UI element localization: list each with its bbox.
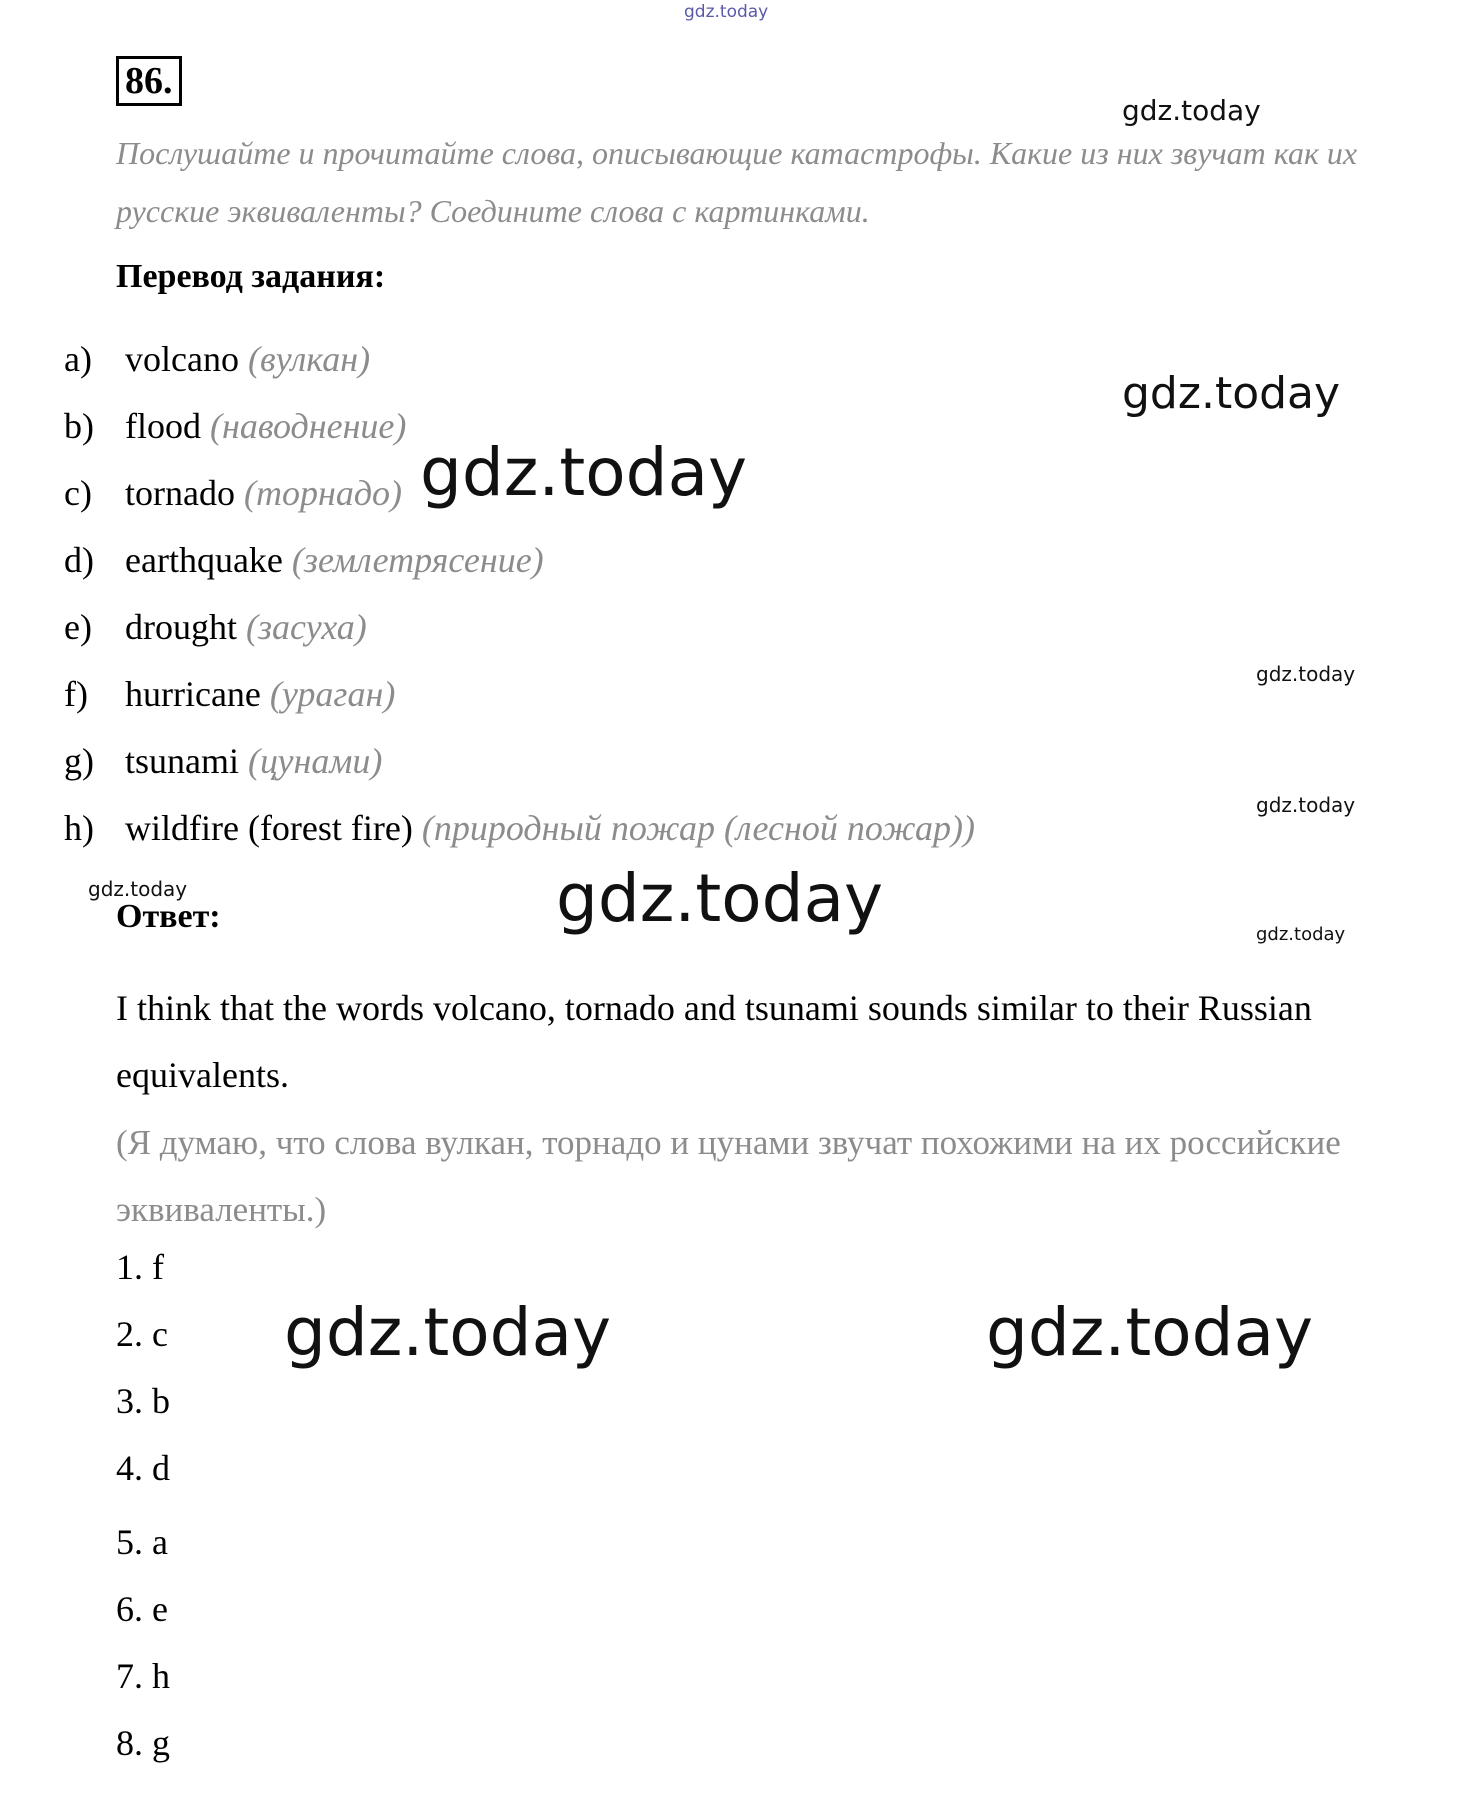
match-item-2: 2. c — [116, 1314, 168, 1354]
watermark: gdz.today — [88, 877, 188, 901]
vocab-word: volcano — [125, 339, 239, 379]
match-item-8: 8. g — [116, 1723, 170, 1763]
vocab-translation: (торнадо) — [243, 473, 403, 513]
vocab-letter: f) — [64, 674, 88, 714]
vocab-letter: h) — [64, 808, 94, 848]
watermark: gdz.today — [1122, 368, 1341, 419]
vocab-translation: (засуха) — [246, 607, 367, 647]
match-item-4: 4. d — [116, 1448, 170, 1488]
vocab-word: tsunami — [125, 741, 239, 781]
vocab-item-a — [64, 338, 370, 380]
translation-heading: Перевод задания: — [116, 258, 386, 295]
watermark: gdz.today — [1256, 924, 1346, 945]
vocab-letter: d) — [64, 540, 94, 580]
vocab-word: drought — [125, 607, 237, 647]
watermark: gdz.today — [1256, 662, 1356, 686]
match-item-7: 7. h — [116, 1656, 170, 1696]
vocab-translation: (землетрясение) — [291, 540, 544, 580]
vocab-letter: e) — [64, 607, 92, 647]
vocab-word: tornado — [125, 473, 235, 513]
vocab-letter: a) — [64, 339, 92, 379]
watermark: gdz.today — [556, 860, 884, 937]
vocab-translation: (наводнение) — [210, 406, 407, 446]
match-item-5: 5. a — [116, 1522, 168, 1562]
task-number: 86. — [116, 56, 182, 106]
vocab-item-e — [64, 606, 367, 648]
answer-english: I think that the words volcano, tornado and tsunami sounds similar to their Russian equivalents. — [116, 988, 1312, 1095]
vocab-letter: b) — [64, 406, 94, 446]
match-item-3: 3. b — [116, 1381, 170, 1421]
match-item-6: 6. e — [116, 1589, 168, 1629]
vocab-word: earthquake — [125, 540, 283, 580]
watermark: gdz.today — [1256, 793, 1356, 817]
answer-russian: (Я думаю, что слова вулкан, торнадо и цунами звучат похожими на их российские эквиваленты.) — [116, 1123, 1341, 1229]
task-instruction: Послушайте и прочитайте слова, описывающие катастрофы. Какие из них звучат как их русские эквиваленты? Соедините слова с картинками. — [116, 135, 1358, 229]
watermark: gdz.today — [284, 1294, 612, 1371]
vocab-item-b — [64, 405, 406, 447]
answer-heading: Ответ: — [116, 898, 221, 935]
vocab-item-d — [64, 539, 544, 581]
watermark: gdz.today — [684, 2, 769, 22]
vocab-letter: g) — [64, 741, 94, 781]
watermark: gdz.today — [1122, 94, 1261, 127]
vocab-word: flood — [125, 406, 201, 446]
vocab-translation: (вулкан) — [247, 339, 371, 379]
vocab-word: hurricane — [125, 674, 261, 714]
match-item-1: 1. f — [116, 1247, 164, 1287]
watermark: gdz.today — [420, 434, 748, 511]
vocab-item-c — [64, 472, 402, 514]
vocab-translation: (ураган) — [269, 674, 396, 714]
vocab-word: wildfire (forest fire) — [125, 808, 413, 848]
vocab-item-h — [64, 807, 975, 849]
watermark: gdz.today — [986, 1294, 1314, 1371]
vocab-letter: c) — [64, 473, 92, 513]
vocab-item-g — [64, 740, 382, 782]
vocab-translation: (цунами) — [248, 741, 383, 781]
vocab-translation: (природный пожар (лесной пожар)) — [421, 808, 975, 848]
vocab-item-f — [64, 673, 395, 715]
